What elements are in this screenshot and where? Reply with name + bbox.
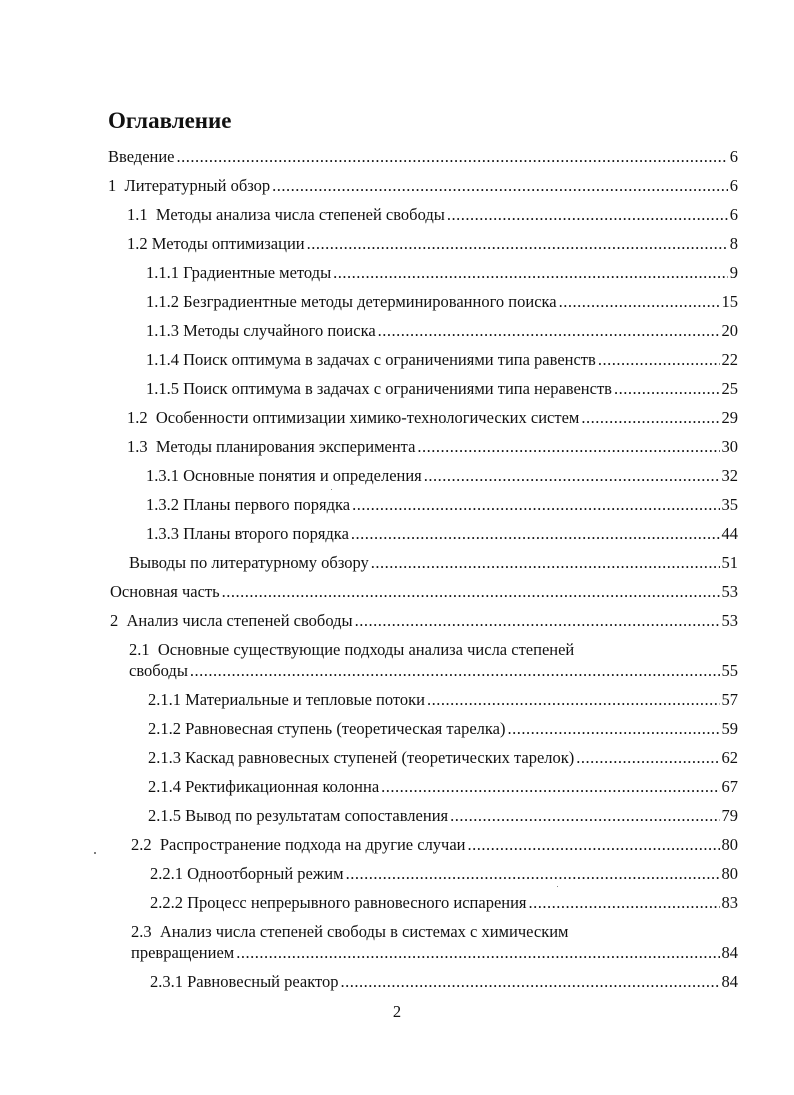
toc-entry-page: 29 — [721, 408, 738, 427]
toc-entry-title: Процесс непрерывного равновесного испарения — [187, 893, 527, 912]
dot-leader — [236, 942, 719, 964]
toc-entry[interactable] — [127, 233, 738, 255]
page-number: 2 — [392, 1002, 402, 1021]
dot-leader — [427, 689, 720, 711]
toc-entry-number: 1.3 — [127, 437, 156, 456]
toc-entry-title: Выводы по литературному обзору — [129, 553, 369, 572]
toc-entry-page: 44 — [721, 524, 738, 543]
toc-entry-number: 1.2 — [127, 234, 152, 253]
toc-entry-title: Литературный обзор — [124, 176, 271, 195]
dot-leader — [346, 863, 720, 885]
toc-entry[interactable] — [146, 349, 738, 371]
toc-entry[interactable] — [127, 436, 738, 458]
toc-entry[interactable] — [146, 262, 738, 284]
dot-leader — [450, 805, 719, 827]
toc-entry[interactable] — [150, 892, 738, 914]
toc-entry-page: 6 — [729, 147, 738, 166]
toc-entry-page: 55 — [721, 661, 738, 680]
dot-leader — [378, 320, 720, 342]
toc-entry-page: 22 — [721, 350, 738, 369]
toc-entry-page: 67 — [721, 777, 738, 796]
toc-entry-title: Градиентные методы — [183, 263, 332, 282]
toc-entry-page: 80 — [721, 835, 738, 854]
toc-entry-title: Материальные и тепловые потоки — [185, 690, 425, 709]
dot-leader — [417, 436, 719, 458]
toc-entry-page: 62 — [721, 748, 738, 767]
toc-entry[interactable] — [150, 863, 738, 885]
toc-entry[interactable] — [150, 971, 738, 993]
toc-entry[interactable] — [108, 146, 738, 168]
toc-entry-title: Поиск оптимума в задачах с ограничениями типа неравенств — [183, 379, 612, 398]
dot-leader — [222, 581, 720, 603]
toc-entry-title: Планы первого порядка — [183, 495, 351, 514]
toc-entry-page: 6 — [729, 205, 738, 224]
toc-entry-title: Анализ числа степеней свободы в системах с химическим — [159, 922, 569, 941]
toc-entry-number: 2.1.1 — [148, 690, 186, 709]
dot-leader — [424, 465, 720, 487]
scan-speck — [94, 852, 96, 854]
toc-entry-number: 2.3.1 — [150, 972, 188, 991]
toc-entry-page: 8 — [729, 234, 738, 253]
dot-leader — [598, 349, 720, 371]
toc-entry-number: 1.3.1 — [146, 466, 184, 485]
toc-entry-page: 6 — [729, 176, 738, 195]
toc-entry[interactable] — [127, 204, 738, 226]
toc-entry[interactable] — [148, 805, 738, 827]
toc-entry-number: 2.2.2 — [150, 893, 188, 912]
toc-entry-number: 1.1.4 — [146, 350, 184, 369]
toc-entry[interactable] — [146, 465, 738, 487]
toc-entry-title-continuation: превращением — [131, 943, 235, 962]
toc-entry-number: 1.3.2 — [146, 495, 184, 514]
dot-leader — [177, 146, 728, 168]
toc-entry-title: Поиск оптимума в задачах с ограничениями типа равенств — [183, 350, 596, 369]
toc-entry-page: 57 — [721, 690, 738, 709]
toc-entry-number: 1.1.5 — [146, 379, 184, 398]
toc-entry-number: 1.1.2 — [146, 292, 184, 311]
toc-entry[interactable] — [146, 291, 738, 313]
toc-entry-page: 51 — [721, 553, 738, 572]
toc-entry-title: Основные существующие подходы анализа числа степеней — [157, 640, 575, 659]
toc-entry-title: Одноотборный режим — [187, 864, 344, 883]
toc-entry-number: 2.1.4 — [148, 777, 186, 796]
toc-entry-page: 53 — [721, 582, 738, 601]
dot-leader — [341, 971, 720, 993]
toc-entry-page: 15 — [721, 292, 738, 311]
toc-entry-number: 1 — [108, 176, 125, 195]
toc-entry-number: 1.1.1 — [146, 263, 184, 282]
toc-entry-number: 2.1.2 — [148, 719, 186, 738]
toc-entry-title: Планы второго порядка — [183, 524, 349, 543]
toc-entry[interactable] — [129, 660, 738, 682]
toc-entry-title: Методы планирования эксперимента — [155, 437, 416, 456]
dot-leader — [190, 660, 720, 682]
dot-leader — [351, 523, 720, 545]
toc-entry-title: Основные понятия и определения — [183, 466, 422, 485]
toc-entry-number: 1.1.3 — [146, 321, 184, 340]
toc-entry-page: 79 — [721, 806, 738, 825]
toc-entry-title: Распространение подхода на другие случаи — [159, 835, 466, 854]
toc-entry[interactable] — [108, 175, 738, 197]
dot-leader — [581, 407, 719, 429]
toc-entry-number: 2.1.5 — [148, 806, 186, 825]
dot-leader — [614, 378, 720, 400]
toc-entry[interactable] — [146, 523, 738, 545]
toc-entry-page: 35 — [721, 495, 738, 514]
toc-entry[interactable] — [110, 610, 738, 632]
toc-entry-title: Методы анализа числа степеней свободы — [155, 205, 445, 224]
toc-entry[interactable] — [148, 776, 738, 798]
dot-leader — [355, 610, 720, 632]
toc-entry[interactable] — [110, 581, 738, 603]
toc-entry-page: 20 — [721, 321, 738, 340]
toc-entry-page: 84 — [721, 972, 738, 991]
toc-entry-title: Равновесная ступень (теоретическая тарелка) — [185, 719, 506, 738]
toc-entry-title: Вывод по результатам сопоставления — [185, 806, 449, 825]
toc-entry[interactable] — [146, 378, 738, 400]
toc-entry-number: 1.2 — [127, 408, 156, 427]
dot-leader — [447, 204, 728, 226]
dot-leader — [508, 718, 720, 740]
toc-entry-title: Особенности оптимизации химико-технологических систем — [155, 408, 580, 427]
toc-entry-page: 30 — [721, 437, 738, 456]
toc-entry[interactable] — [148, 747, 738, 769]
dot-leader — [272, 175, 728, 197]
toc-entry-page: 83 — [721, 893, 738, 912]
toc-entry-number: 2.2 — [131, 835, 160, 854]
toc-entry-page: 9 — [729, 263, 738, 282]
toc-entry-number: 1.1 — [127, 205, 156, 224]
toc-entry-title: Анализ числа степеней свободы — [126, 611, 353, 630]
scan-speck — [557, 886, 558, 887]
toc-entry[interactable] — [129, 552, 738, 574]
toc-entry[interactable] — [127, 407, 738, 429]
dot-leader — [559, 291, 720, 313]
toc-entry[interactable] — [131, 834, 738, 856]
toc-entry-number: 1.3.3 — [146, 524, 184, 543]
dot-leader — [333, 262, 728, 284]
toc-entry-page: 25 — [721, 379, 738, 398]
toc-entry-first-line[interactable] — [131, 921, 568, 943]
toc-entry-title: Основная часть — [110, 582, 220, 601]
scan-speck — [331, 489, 332, 490]
toc-entry-title: Равновесный реактор — [187, 972, 339, 991]
toc-entry-page: 32 — [721, 466, 738, 485]
toc-entry-title: Методы оптимизации — [151, 234, 305, 253]
dot-leader — [381, 776, 719, 798]
dot-leader — [576, 747, 719, 769]
dot-leader — [352, 494, 719, 516]
toc-entry-first-line[interactable] — [129, 639, 574, 661]
toc-entry[interactable] — [131, 942, 738, 964]
toc-entry-title: Введение — [108, 147, 175, 166]
toc-entry-number: 2.1.3 — [148, 748, 186, 767]
dot-leader — [529, 892, 720, 914]
toc-entry-number: 2.2.1 — [150, 864, 188, 883]
dot-leader — [468, 834, 720, 856]
toc-entry-number: 2 — [110, 611, 127, 630]
toc-entry-page: 53 — [721, 611, 738, 630]
toc-entry-title-continuation: свободы — [129, 661, 188, 680]
toc-entry-title: Ректификационная колонна — [185, 777, 380, 796]
dot-leader — [307, 233, 728, 255]
toc-entry-title: Каскад равновесных ступеней (теоретических тарелок) — [185, 748, 575, 767]
toc-entry[interactable] — [146, 320, 738, 342]
toc-entry-title: Безградиентные методы детерминированного поиска — [183, 292, 557, 311]
toc-entry[interactable] — [148, 718, 738, 740]
toc-entry-page: 84 — [721, 943, 738, 962]
toc-entry-title: Методы случайного поиска — [183, 321, 376, 340]
toc-entry-number: 2.3 — [131, 922, 160, 941]
toc-entry-page: 80 — [721, 864, 738, 883]
toc-entry[interactable] — [148, 689, 738, 711]
dot-leader — [371, 552, 720, 574]
toc-entry-page: 59 — [721, 719, 738, 738]
toc-entry[interactable] — [146, 494, 738, 516]
toc-entry-number: 2.1 — [129, 640, 158, 659]
toc-title: Оглавление — [108, 108, 232, 133]
